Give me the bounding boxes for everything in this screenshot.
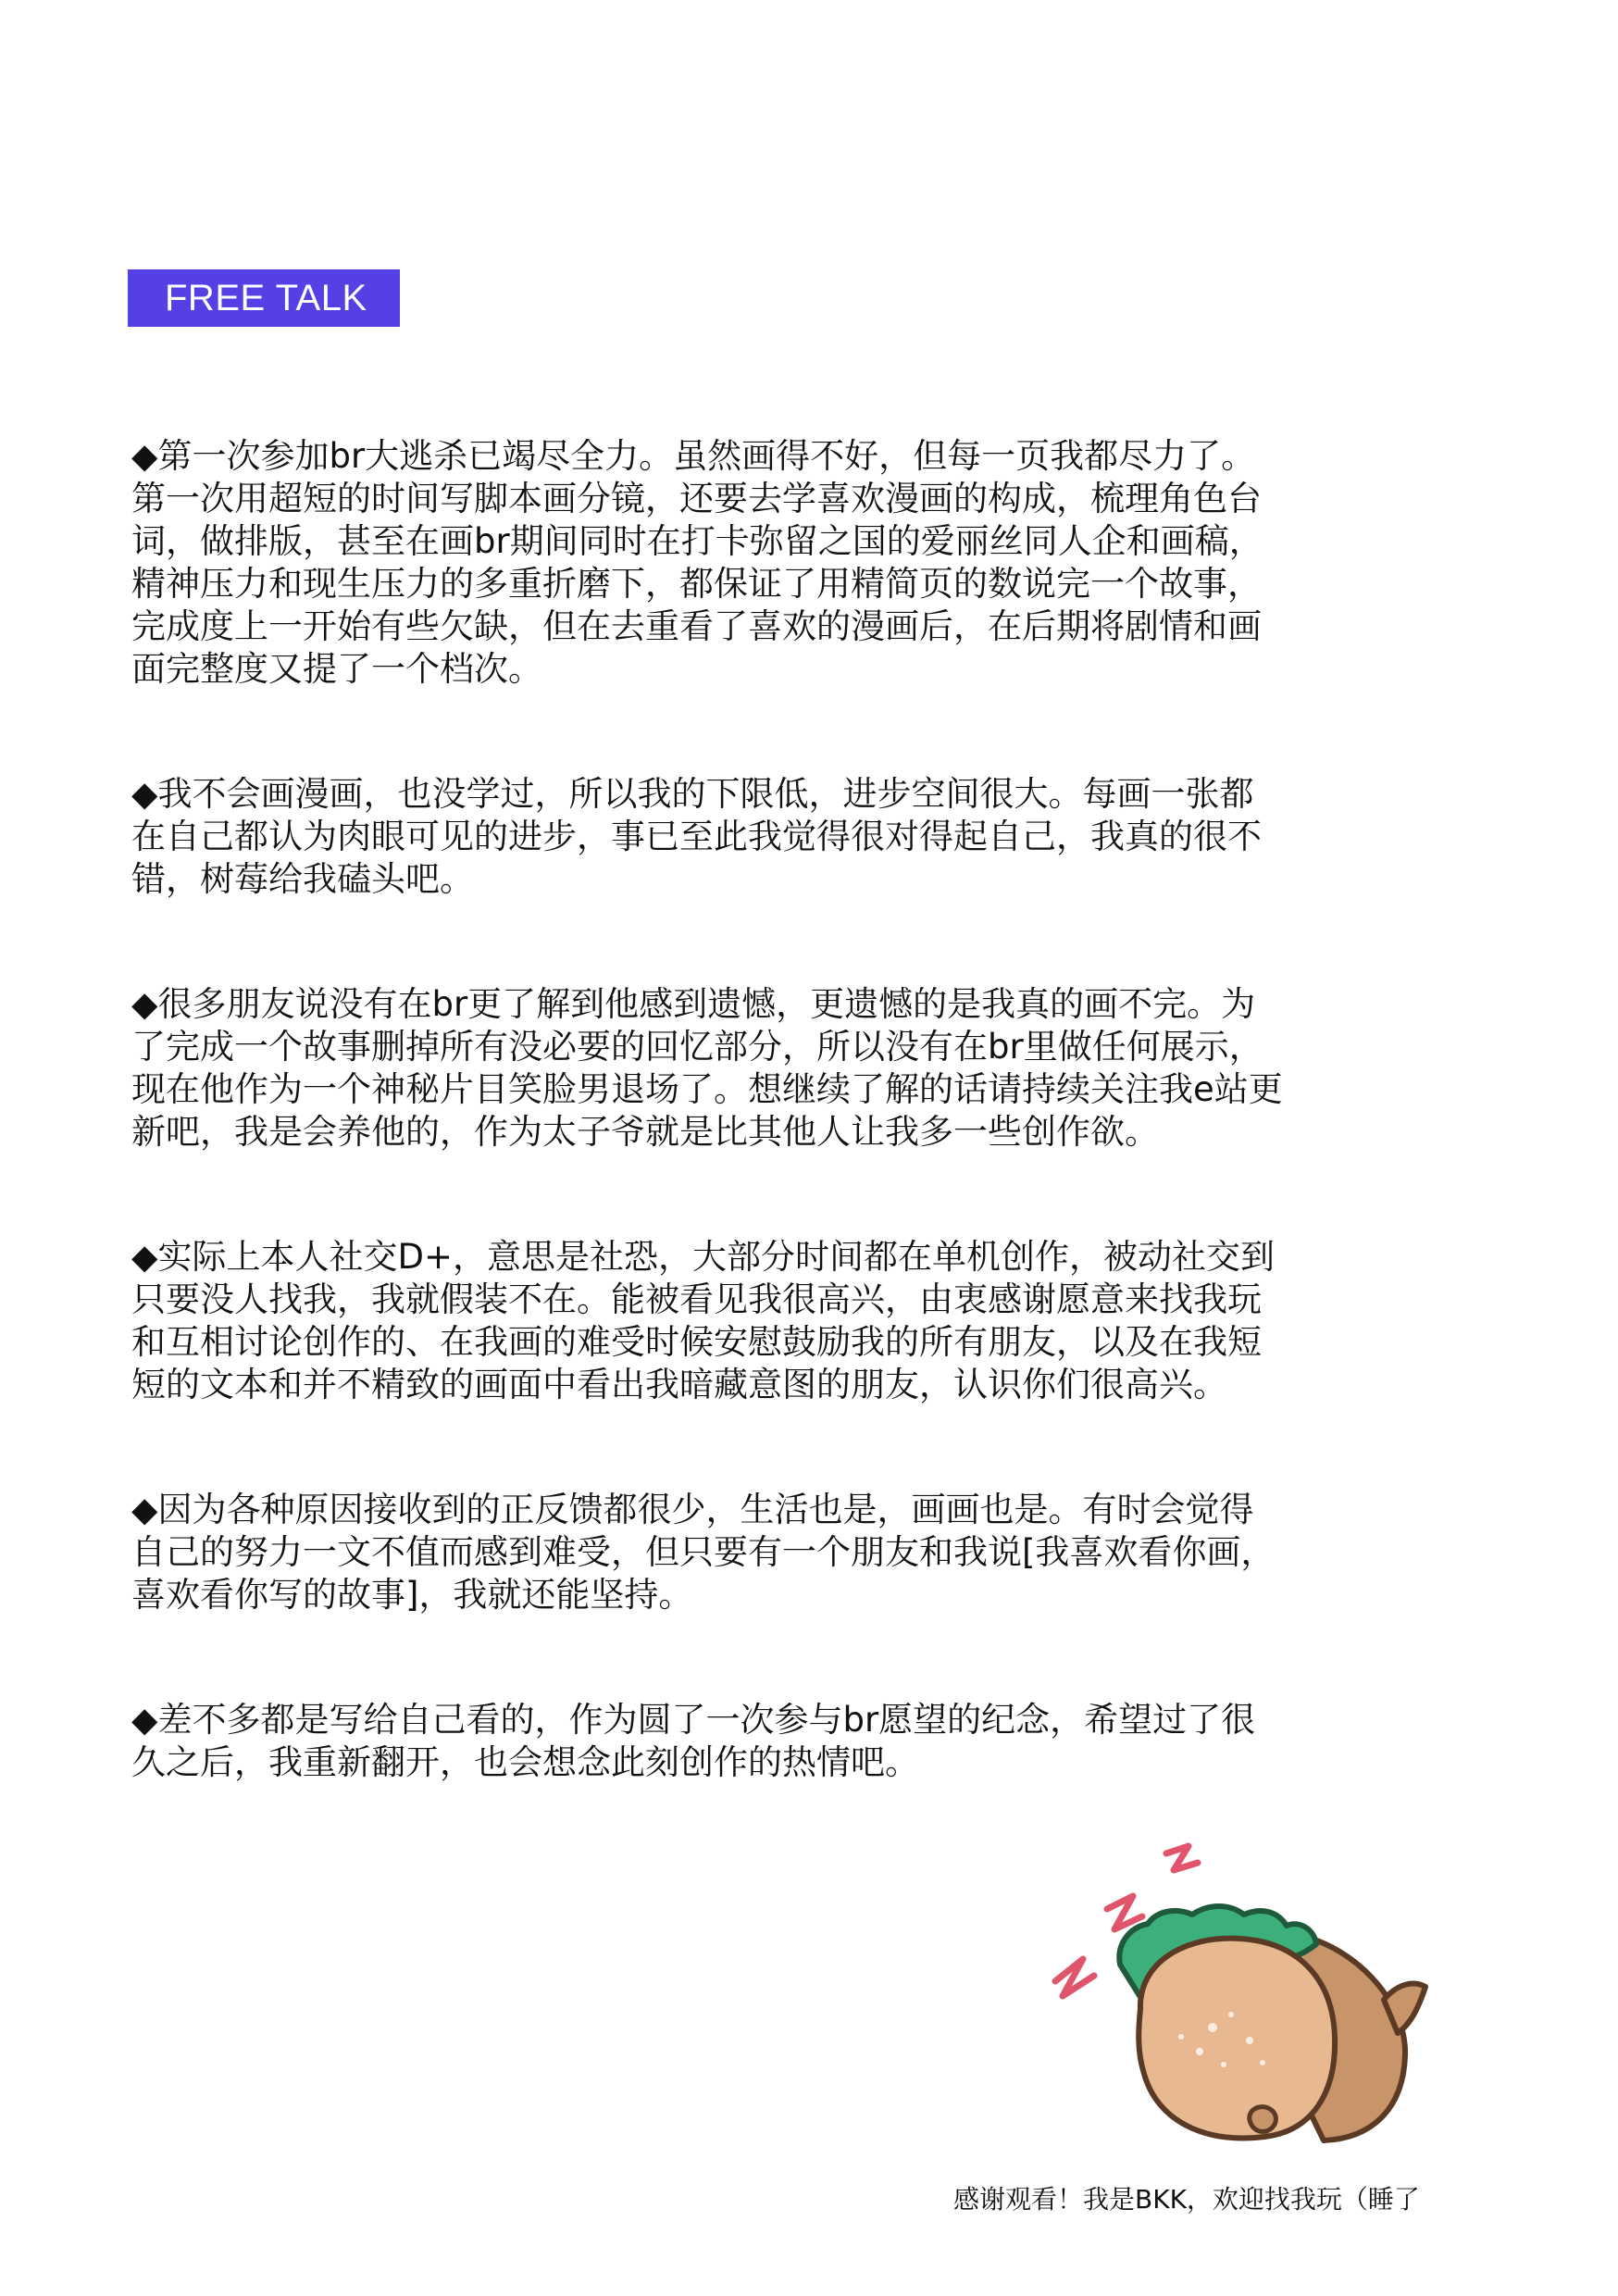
paragraph-3 [131,983,1446,1154]
zzz-large-icon [1055,1959,1094,1996]
paragraph-line: 面完整度又提了一个档次。 [131,649,542,689]
sleeping-bread-mascot-icon [1018,1842,1444,2148]
bread-speckle [1260,2060,1265,2065]
paragraph-line: 错，树莓给我磕头吧。 [131,859,474,899]
paragraph-line: 完成度上一开始有些欠缺，但在去重看了喜欢的漫画后，在后期将剧情和画 [131,606,1262,646]
paragraph-line: 新吧，我是会养他的，作为太子爷就是比其他人让我多一些创作欲。 [131,1112,1159,1152]
paragraph-line: ◆差不多都是写给自己看的，作为圆了一次参与br愿望的纪念，希望过了很 [131,1700,1256,1740]
paragraph-5 [131,1489,1446,1616]
paragraph-1 [131,435,1446,691]
zzz-small-icon [1166,1846,1198,1870]
paragraph-line: ◆第一次参加br大逃杀已竭尽全力。虽然画得不好，但每一页我都尽力了。 [131,436,1256,476]
paragraph-line: 只要没人找我，我就假装不在。能被看见我很高兴，由衷感谢愿意来找我玩 [131,1279,1262,1319]
paragraph-6 [131,1699,1446,1784]
paragraph-2 [131,773,1446,901]
paragraph-line: 在自己都认为肉眼可见的进步，事已至此我觉得很对得起自己，我真的很不 [131,817,1262,856]
paragraph-line: 喜欢看你写的故事]，我就还能坚持。 [131,1575,693,1615]
footer-caption: 感谢观看！我是BKK，欢迎找我玩（睡了 [953,2184,1420,2215]
paragraph-line: 久之后，我重新翻开，也会想念此刻创作的热情吧。 [131,1742,919,1782]
paragraph-line: ◆我不会画漫画，也没学过，所以我的下限低，进步空间很大。每画一张都 [131,774,1254,814]
paragraph-line: 词，做排版，甚至在画br期间同时在打卡弥留之国的爱丽丝同人企和画稿， [131,521,1263,561]
paragraph-line: 短的文本和并不精致的画面中看出我暗藏意图的朋友，认识你们很高兴。 [131,1365,1227,1404]
free-talk-body [131,435,1446,1866]
bread-speckle [1196,2048,1203,2055]
paragraph-line: 现在他作为一个神秘片目笑脸男退场了。想继续了解的话请持续关注我e站更 [131,1069,1283,1109]
paragraph-line: ◆很多朋友说没有在br更了解到他感到遗憾，更遗憾的是我真的画不完。为 [131,984,1256,1024]
paragraph-line: 了完成一个故事删掉所有没必要的回忆部分，所以没有在br里做任何展示， [131,1027,1263,1067]
bread-speckle [1228,2012,1234,2017]
bread-speckle [1208,2023,1217,2032]
paragraph-line: ◆实际上本人社交D+，意思是社恐，大部分时间都在单机创作，被动社交到 [131,1237,1275,1277]
bread-bun-shape [1139,1939,1335,2139]
paragraph-line: 精神压力和现生压力的多重折磨下，都保证了用精简页的数说完一个故事， [131,564,1262,604]
bread-paw-shape [1250,2107,1276,2132]
paragraph-line: 自己的努力一文不值而感到难受，但只要有一个朋友和我说[我喜欢看你画， [131,1532,1276,1572]
paragraph-4 [131,1236,1446,1406]
zzz-medium-icon [1107,1896,1142,1929]
free-talk-tag: FREE TALK [128,269,400,327]
bread-speckle [1246,2037,1253,2044]
bread-speckle [1221,2062,1226,2067]
paragraph-line: ◆因为各种原因接收到的正反馈都很少，生活也是，画画也是。有时会觉得 [131,1490,1254,1529]
paragraph-line: 和互相讨论创作的、在我画的难受时候安慰鼓励我的所有朋友，以及在我短 [131,1322,1262,1362]
paragraph-line: 第一次用超短的时间写脚本画分镜，还要去学喜欢漫画的构成，梳理角色台 [131,479,1262,518]
bread-speckle [1178,2034,1184,2040]
